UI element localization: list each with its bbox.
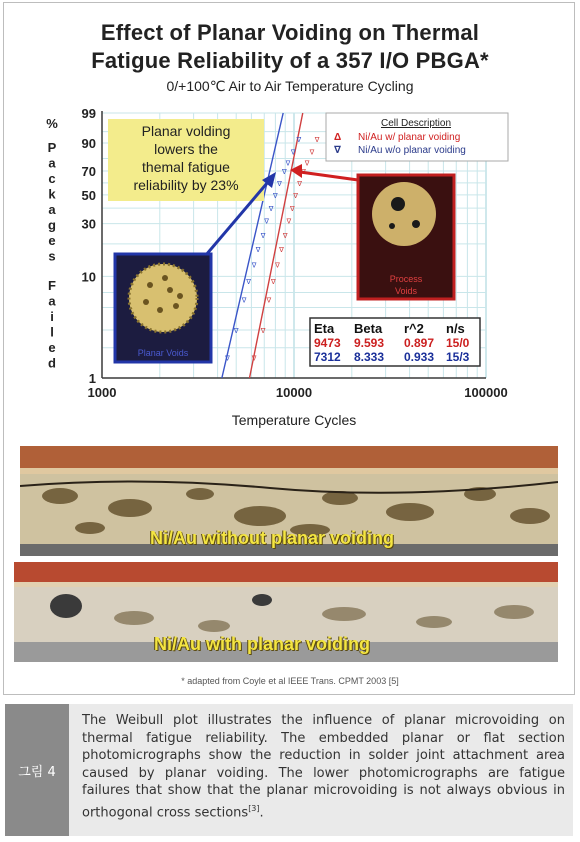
data-point: ∇ [277,180,282,188]
photo-label-with-voiding: Ni/Au with planar voiding [154,634,370,654]
photomicrograph-without-voiding [20,446,558,556]
inset-planar-void-spot [173,303,179,309]
y-axis-label-letter: e [48,340,56,355]
y-axis-label-letter: g [48,217,56,233]
y-axis-label-letter: F [48,278,56,293]
stats-table-header: Beta [354,321,383,336]
data-point: ∇ [264,218,269,226]
stats-table-header: Eta [314,321,335,336]
stats-table-header: n/s [446,321,465,336]
data-point: ∇ [296,136,302,144]
chart-title-line-2: Fatigue Reliability of a 357 I/O PBGA* [91,48,489,73]
inset-planar-void-spot [162,275,168,281]
inset-planar-void-spot [167,287,173,293]
y-axis-label-letter: l [50,324,54,340]
legend-marker: ∇ [334,145,341,156]
data-point: ∇ [297,180,302,188]
inset-planar-void-spot [157,307,163,313]
data-point: ∇ [314,136,320,144]
data-point: ∇ [290,149,296,157]
legend-title: Cell Description [380,118,452,129]
y-tick-label: 10 [81,269,96,285]
x-tick-label: 1000 [87,385,117,400]
y-axis-label-letter: P [47,140,57,155]
y-axis-label-letter: a [48,202,56,217]
data-point: ∇ [268,206,274,214]
y-axis-label-letter: i [50,309,54,324]
inset-planar-void-spot [147,282,153,288]
photo-label-without-voiding: Ni/Au without planar voiding [150,528,394,548]
inset-planar-void-spot [143,299,149,305]
data-point: ∇ [266,297,272,305]
stats-table-cell: 7312 [314,350,341,364]
data-point: ∇ [286,218,292,226]
legend-entry-label: Ni/Au w/ planar voiding [358,132,461,143]
chart-subtitle: 0/+100℃ Air to Air Temperature Cycling [166,78,414,94]
caption-body: The Weibull plot illustrates the influence of planar microvoiding on thermal fatigue reliability. The embedded planar or flat section photomicrographs show the reduction in solder joint attachment area caused by planar voiding. The lower photomicrographs are fatigue failures that show that the planar microvoiding is not always obvious in orthogonal cross sections [82,713,565,820]
photomicrograph-with-voiding [14,562,558,662]
legend-marker: Δ [334,132,342,143]
y-axis-label-letter: d [48,355,56,371]
chart-title-line-1: Effect of Planar Voiding on Thermal [100,20,480,45]
callout-text: themal fatigue [142,159,230,175]
y-axis-label-percent: % [46,116,58,131]
data-point: ∇ [251,355,257,363]
x-tick-label: 100000 [464,385,508,400]
caption-reference: [3] [248,803,260,813]
y-tick-label: 50 [81,187,96,203]
data-point: ∇ [273,192,278,200]
y-tick-label: 70 [81,164,96,180]
stats-table-header: r^2 [404,321,424,336]
figure-caption [5,704,573,836]
data-point: ∇ [309,149,315,157]
data-point: ∇ [281,169,287,177]
y-axis-label-letter: e [48,233,56,248]
inset-planar-void-spot [177,293,183,299]
callout-text: reliability by 23% [133,177,239,193]
data-point: ∇ [275,262,280,270]
stats-table-cell: 0.897 [404,336,435,350]
y-axis-label-letter: a [48,155,56,171]
y-axis-label-letter: s [48,248,56,264]
inset-process-label-1: Process [389,274,423,284]
caption-text [82,712,565,821]
figure-number-tag: 그림 4 [5,704,69,836]
data-point: ∇ [260,232,266,240]
callout-text: lowers the [154,141,218,157]
data-point: ∇ [279,246,284,254]
inset-process-label-2: Voids [394,286,418,296]
data-point: ∇ [285,160,291,168]
y-tick-label: 99 [81,106,96,121]
stats-table-cell: 15/3 [446,350,470,364]
y-tick-label: 90 [81,135,96,151]
legend-entry-label: Ni/Au w/o planar voiding [358,145,466,156]
data-point: ∇ [260,328,266,336]
x-tick-label: 10000 [275,385,313,400]
stats-table-cell: 0.933 [404,350,435,364]
data-point: ∇ [255,246,261,254]
stats-table-cell: 9.593 [354,336,385,350]
stats-table-cell: 15/0 [446,336,470,350]
inset-planar-label: Planar Voids [137,348,189,358]
caption-period: . [259,804,264,820]
data-point: ∇ [241,297,247,305]
inset-process-void [391,197,405,211]
data-point: ∇ [293,192,298,200]
y-axis-label-letter: k [48,186,56,202]
inset-process-void [389,223,395,229]
data-point: ∇ [251,262,257,270]
stats-table-cell: 9473 [314,336,341,350]
callout-text: Planar volding [141,123,231,139]
y-axis-label-letter: a [48,293,56,309]
x-axis-label: Temperature Cycles [231,412,357,428]
data-point: ∇ [246,279,251,287]
data-point: ∇ [304,160,310,168]
data-point: ∇ [225,355,230,363]
data-point: ∇ [233,328,239,336]
data-point: ∇ [282,232,288,240]
data-point: ∇ [270,279,276,287]
citation: * adapted from Coyle et al IEEE Trans. CPMT 2003 [5] [181,676,399,686]
y-axis-label-letter: c [48,171,56,186]
data-point: ∇ [289,206,295,214]
y-tick-label: 1 [88,371,96,386]
stats-table-cell: 8.333 [354,350,385,364]
inset-process-void [412,220,420,228]
inset-process-joint [372,182,436,246]
y-tick-label: 30 [81,216,96,232]
